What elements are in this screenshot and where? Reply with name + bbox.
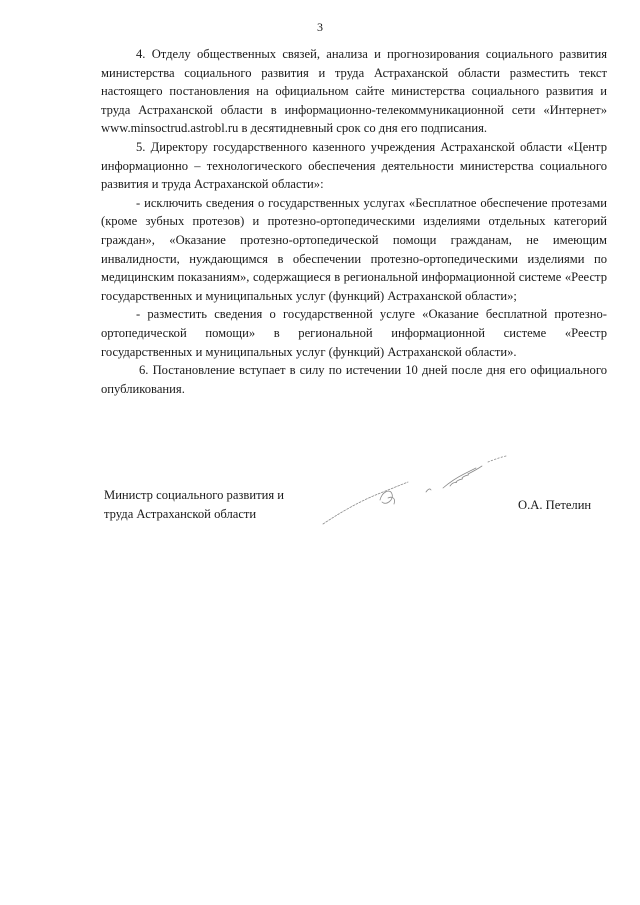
page-number: 3 bbox=[317, 20, 323, 34]
paragraph-6: 6. Постановление вступает в силу по истечении 10 дней после дня его официального опубликования. bbox=[101, 363, 607, 396]
signatory-name: О.А. Петелин bbox=[518, 498, 592, 512]
document-body bbox=[101, 45, 607, 398]
signatory-title-line-2: труда Астраханской области bbox=[104, 507, 257, 521]
signatory-title-line-1: Министр социального развития и bbox=[104, 488, 285, 502]
paragraph-5-item-1: - исключить сведения о государственных услугах «Бесплатное обеспечение протезами (кроме зубных протезов) и протезно-ортопедическими изделиями отдельных категорий граждан», «Оказание протезно-ортопедической помощи гражданам, не имеющим инвалидности, нуждающимся в обеспечении протезно-ортопедическими изделиями по медицинским показаниям», содержащиеся в региональной информационной системе «Реестр государственных и муниципальных услуг (функций) Астраханской области»; bbox=[101, 195, 607, 303]
handwritten-signature bbox=[318, 452, 518, 532]
paragraph-5: 5. Директору государственного казенного учреждения Астраханской области «Центр информационно – технологического обеспечения деятельности министерства социального развития и труда Астраханской области»: bbox=[101, 139, 607, 192]
signatory-title bbox=[104, 486, 284, 524]
paragraph-5-item-2: - разместить сведения о государственной услуге «Оказание бесплатной протезно-ортопедической помощи» в региональной информационной системе «Реестр государственных и муниципальных услуг (функций) Астраханской области». bbox=[101, 307, 607, 359]
paragraph-4: 4. Отделу общественных связей, анализа и прогнозирования социального развития министерства социального развития и труда Астраханской области разместить текст настоящего постановления на официальном сайте министерства социального развития и труда Астраханской области в информационно-телекоммуникационной сети «Интернет» www.minsoctrud.astrobl.ru в десятидневный срок со дня его подписания. bbox=[101, 47, 607, 136]
